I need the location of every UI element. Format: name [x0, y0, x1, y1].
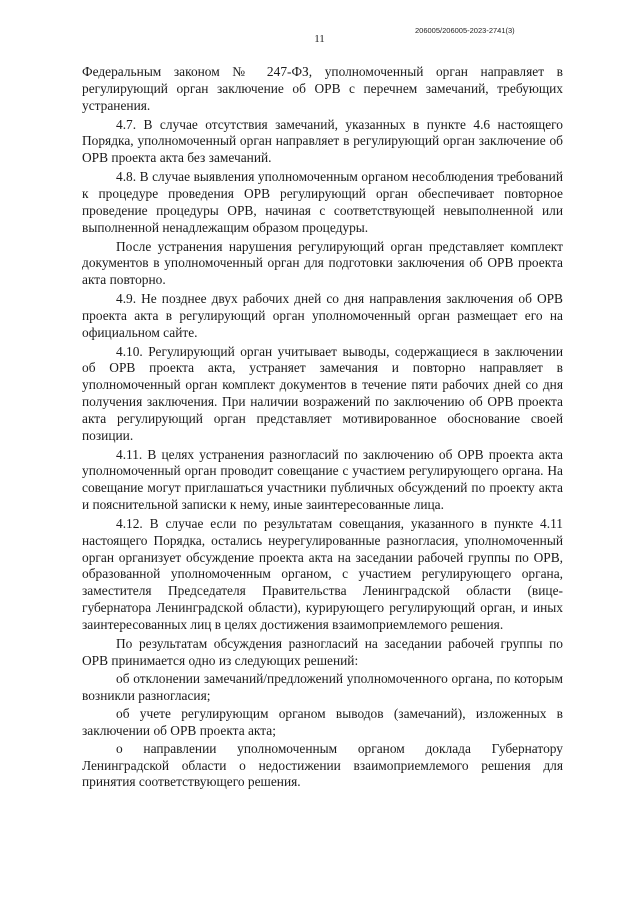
- paragraph-4-11: 4.11. В целях устранения разногласий по заключению об ОРВ проекта акта уполномоченный орган проводит совещание с участием регулирующего органа. На совещание могут приглашаться участники публичных обсуждений по проекту акта и пояснительной записки к нему, иные заинтересованные лица.: [82, 446, 563, 513]
- document-id: 206005/206005-2023-2741(3): [415, 26, 515, 35]
- decision-item: об учете регулирующим органом выводов (замечаний), изложенных в заключении об ОРВ проекта акта;: [82, 705, 563, 738]
- decision-item: о направлении уполномоченным органом доклада Губернатору Ленинградской области о недостижении взаимоприемлемого решения для принятия соответствующего решения.: [82, 740, 563, 790]
- paragraph-decisions-intro: По результатам обсуждения разногласий на заседании рабочей группы по ОРВ принимается одно из следующих решений:: [82, 635, 563, 668]
- paragraph-4-8: 4.8. В случае выявления уполномоченным органом несоблюдения требований к процедуре проведения ОРВ регулирующий орган обеспечивает повторное проведение процедуры ОРВ, начиная с соответствующей невыполненной или выполненной ненадлежащим образом процедуры.: [82, 169, 563, 235]
- decision-item: об отклонении замечаний/предложений уполномоченного органа, по которым возникли разногласия;: [82, 670, 563, 703]
- paragraph-4-12: 4.12. В случае если по результатам совещания, указанного в пункте 4.11 настоящего Порядка, остались неурегулированные разногласия, уполномоченный орган организует обсуждение проекта акта на заседании рабочей группы по ОРВ, образованной уполномоченным органом, с участием регулирующего органа, заместителя Председателя Правительства Ленинградской области (вице-губернатора Ленинградской области), курирующего регулирующий орган, и иных заинтересованных лиц в целях достижения взаимоприемлемого решения.: [82, 516, 563, 632]
- paragraph-4-8-followup: После устранения нарушения регулирующий орган представляет комплект документов в уполномоченный орган для подготовки заключения об ОРВ проекта акта повторно.: [82, 238, 563, 288]
- page-number: 11: [314, 33, 325, 45]
- paragraph-4-10: 4.10. Регулирующий орган учитывает выводы, содержащиеся в заключении об ОРВ проекта акта, устраняет замечания и повторно направляет в уполномоченный орган комплект документов в течение пяти рабочих дней со дня получения заключения. При наличии возражений по заключению об ОРВ проекта акта регулирующий орган представляет мотивированное обоснование своей позиции.: [82, 343, 563, 443]
- paragraph-continuation: Федеральным законом № 247-ФЗ, уполномоченный орган направляет в регулирующий орган заключение об ОРВ с перечнем замечаний, требующих устранения.: [82, 64, 563, 113]
- paragraph-4-9: 4.9. Не позднее двух рабочих дней со дня направления заключения об ОРВ проекта акта в регулирующий орган уполномоченный орган размещает его на официальном сайте.: [82, 291, 563, 340]
- document-body: [82, 64, 563, 793]
- paragraph-4-7: 4.7. В случае отсутствия замечаний, указанных в пункте 4.6 настоящего Порядка, уполномоченный орган направляет в регулирующий орган заключение об ОРВ проекта акта без замечаний.: [82, 116, 563, 166]
